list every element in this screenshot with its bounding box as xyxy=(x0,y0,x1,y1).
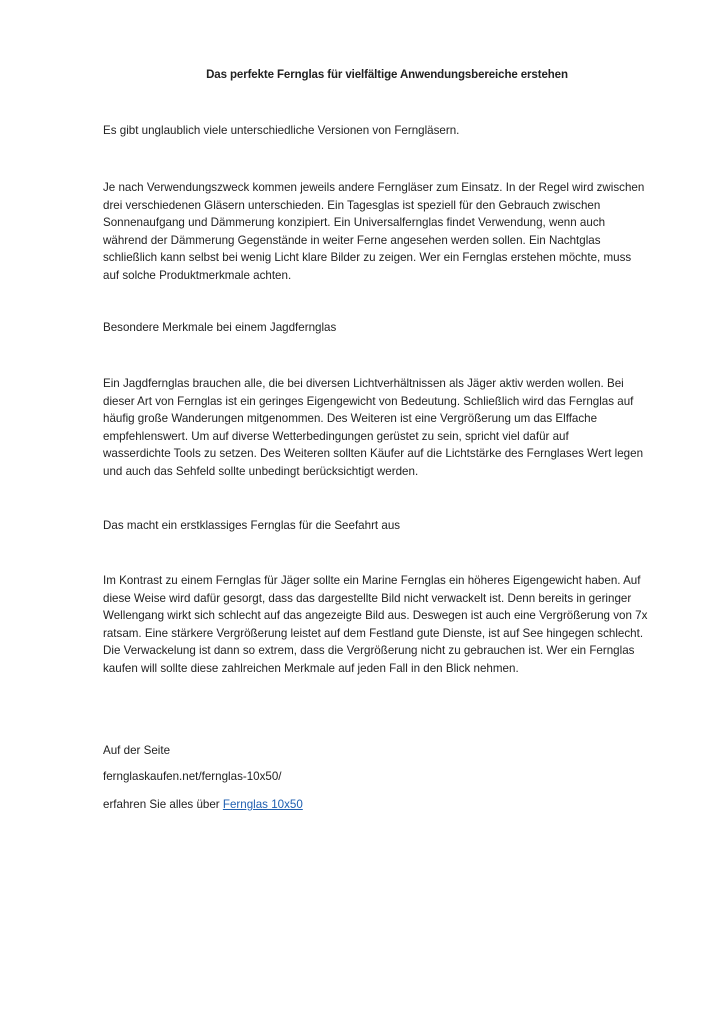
heading-jagdfernglas: Besondere Merkmale bei einem Jagdfernglas xyxy=(103,321,337,334)
document-title: Das perfekte Fernglas für vielfältige Anwendungsbereiche erstehen xyxy=(206,69,568,81)
paragraph-line: Wellengang wirkt sich schlecht auf das angezeigte Bild aus. Deswegen ist auch eine Vergrößerung von 7x xyxy=(103,609,648,623)
fernglas-10x50-link[interactable]: Fernglas 10x50 xyxy=(222,798,303,811)
paragraph-marine-fernglas xyxy=(103,572,671,678)
paragraph-line: Je nach Verwendungszweck kommen jeweils andere Ferngläser zum Einsatz. In der Regel wird zwischen xyxy=(103,181,645,194)
paragraph-line: diese Weise wird dafür gesorgt, dass das dargestellte Bild nicht verwackelt ist. Denn bereits in geringer xyxy=(103,591,632,605)
footer-line-url: fernglaskaufen.net/fernglas-10x50/ xyxy=(103,770,282,783)
paragraph-line: Die Verwackelung ist dann so extrem, dass die Vergrößerung nicht zu gebrauchen ist. Wer ein Fernglas xyxy=(103,644,635,658)
paragraph-line: empfehlenswert. Um auf diverse Wetterbedingungen gerüstet zu sein, spricht viel dafür auf xyxy=(103,429,569,443)
paragraph-line: drei verschiedenen Gläsern unterschieden. Ein Tagesglas ist speziell für den Gebrauch zwischen xyxy=(103,198,601,212)
paragraph-line: Sonnenaufgang und Dämmerung konzipiert. Ein Universalfernglas findet Verwendung, wenn auch xyxy=(103,216,606,230)
heading-seefahrt: Das macht ein erstklassiges Fernglas für die Seefahrt aus xyxy=(103,519,401,532)
footer-line-link xyxy=(103,796,671,814)
footer-link-prefix: erfahren Sie alles über xyxy=(103,798,223,811)
paragraph-line: wasserdichte Tools zu setzen. Des Weiteren sollten Käufer auf die Lichtstärke des Fernglases Wert legen xyxy=(103,447,644,461)
paragraph-line: auf solche Produktmerkmale achten. xyxy=(103,268,292,282)
paragraph-verwendungszweck xyxy=(103,179,671,285)
paragraph-line: schließlich kann selbst bei wenig Licht klare Bilder zu zeigen. Wer ein Fernglas erstehen möchte, muss xyxy=(103,251,632,265)
paragraph-line: Ein Jagdfernglas brauchen alle, die bei diversen Lichtverhältnissen als Jäger aktiv werden wollen. Bei xyxy=(103,377,624,390)
paragraph-line: und auch das Sehfeld sollte unbedingt berücksichtigt werden. xyxy=(103,464,419,478)
intro-paragraph: Es gibt unglaublich viele unterschiedliche Versionen von Ferngläsern. xyxy=(103,124,460,137)
paragraph-jagdfernglas xyxy=(103,375,671,481)
paragraph-line: häufig große Wanderungen mitgenommen. Des Weiteren ist eine Vergrößerung um das Elffache xyxy=(103,412,598,426)
paragraph-line: Im Kontrast zu einem Fernglas für Jäger sollte ein Marine Fernglas ein höheres Eigengewicht haben. Auf xyxy=(103,574,641,587)
paragraph-line: kaufen will sollte diese zahlreichen Merkmale auf jeden Fall in den Blick nehmen. xyxy=(103,661,519,675)
footer-line-seite: Auf der Seite xyxy=(103,744,171,757)
paragraph-line: während der Dämmerung Gegenstände in weiter Ferne angesehen werden sollen. Ein Nachtglas xyxy=(103,233,601,247)
paragraph-line: ratsam. Eine stärkere Vergrößerung leistet auf dem Festland gute Dienste, ist auf See hingegen schlecht. xyxy=(103,626,644,640)
paragraph-line: dieser Art von Fernglas ist ein geringes Eigengewicht von Bedeutung. Schließlich wird das Fernglas auf xyxy=(103,394,634,408)
